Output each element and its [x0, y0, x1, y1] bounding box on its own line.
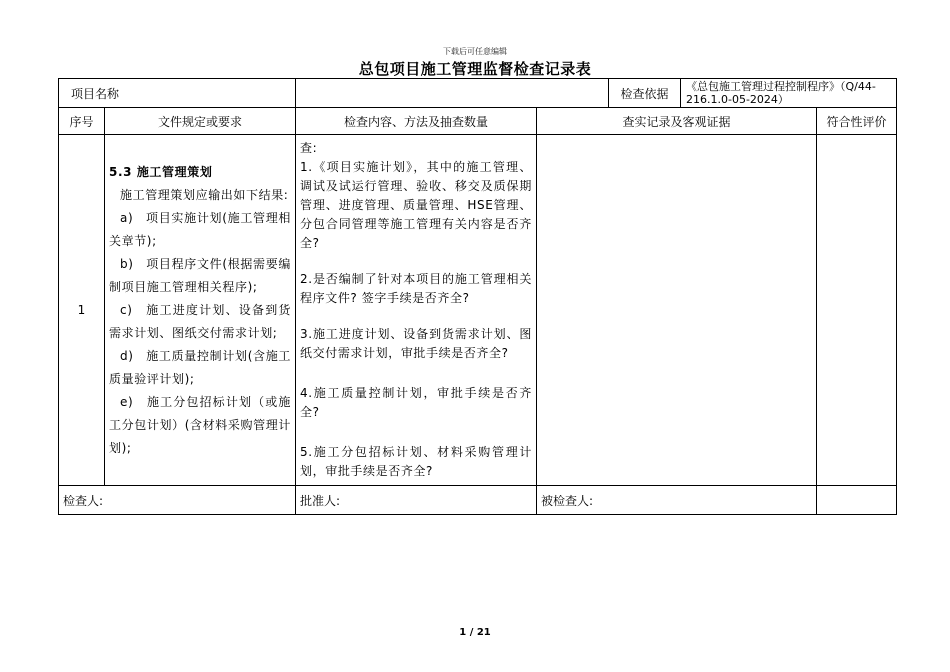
inspector-signature-cell[interactable] [59, 486, 296, 515]
evidence-cell[interactable] [537, 135, 817, 486]
project-info-row [59, 79, 897, 108]
row-number: 1 [59, 135, 105, 486]
column-header-row [59, 108, 897, 135]
approver-label: 批准人: [300, 493, 341, 508]
basis-cell [609, 79, 897, 108]
col-header-number: 序号 [59, 108, 105, 135]
project-name-label: 项目名称 [71, 86, 120, 101]
check-item-5: 5.施工分包招标计划、材料采购管理计划，审批手续是否齐全? [300, 445, 533, 478]
check-item-1: 1.《项目实施计划》，其中的施工管理、调试及试运行管理、验收、移交及质保期管理、进度管理、质量管理、HSE管理、分包合同管理等施工管理有关内容是否齐全? [300, 160, 533, 250]
project-name-value[interactable] [296, 79, 609, 108]
basis-label: 检查依据 [609, 79, 681, 107]
basis-value: 《总包施工管理过程控制程序》（Q/44-216.1.0-05-2024） [686, 80, 876, 106]
header-note: 下载后可任意编辑 [443, 47, 507, 56]
inspector-label: 检查人: [63, 493, 104, 508]
requirement-intro: 施工管理策划应输出如下结果: [120, 187, 289, 202]
check-lead: 查: [300, 141, 318, 155]
signature-extra-cell[interactable] [817, 486, 897, 515]
col-header-evidence: 查实记录及客观证据 [537, 108, 817, 135]
requirement-cell [105, 135, 296, 486]
check-item-3: 3.施工进度计划、设备到货需求计划、图纸交付需求计划，审批手续是否齐全? [300, 327, 533, 360]
requirement-section: 5.3 施工管理策划 [109, 164, 213, 179]
page-number: 1 / 21 [459, 627, 491, 638]
signature-row [59, 486, 897, 515]
requirement-item-a: a) 项目实施计划(施工管理相关章节); [109, 210, 292, 248]
table-row [59, 135, 897, 486]
inspection-form-table [58, 78, 897, 515]
inspectee-signature-cell[interactable] [537, 486, 817, 515]
project-name-cell [59, 79, 296, 108]
check-content-cell [296, 135, 537, 486]
col-header-evaluation: 符合性评价 [817, 108, 897, 135]
col-header-check-content: 检查内容、方法及抽查数量 [296, 108, 537, 135]
check-item-2: 2.是否编制了针对本项目的施工管理相关程序文件? 签字手续是否齐全? [300, 272, 533, 305]
check-item-4: 4.施工质量控制计划，审批手续是否齐全? [300, 386, 533, 419]
evaluation-cell[interactable] [817, 135, 897, 486]
col-header-requirement: 文件规定或要求 [105, 108, 296, 135]
requirement-item-b: b) 项目程序文件(根据需要编制项目施工管理相关程序); [109, 256, 292, 294]
inspectee-label: 被检查人: [541, 493, 594, 508]
requirement-item-d: d) 施工质量控制计划(含施工质量验评计划); [109, 348, 292, 386]
page-title: 总包项目施工管理监督检查记录表 [358, 60, 592, 78]
requirement-item-c: c) 施工进度计划、设备到货需求计划、图纸交付需求计划; [109, 302, 292, 340]
approver-signature-cell[interactable] [296, 486, 537, 515]
requirement-item-e: e) 施工分包招标计划（或施工分包计划）(含材料采购管理计划); [109, 394, 292, 455]
